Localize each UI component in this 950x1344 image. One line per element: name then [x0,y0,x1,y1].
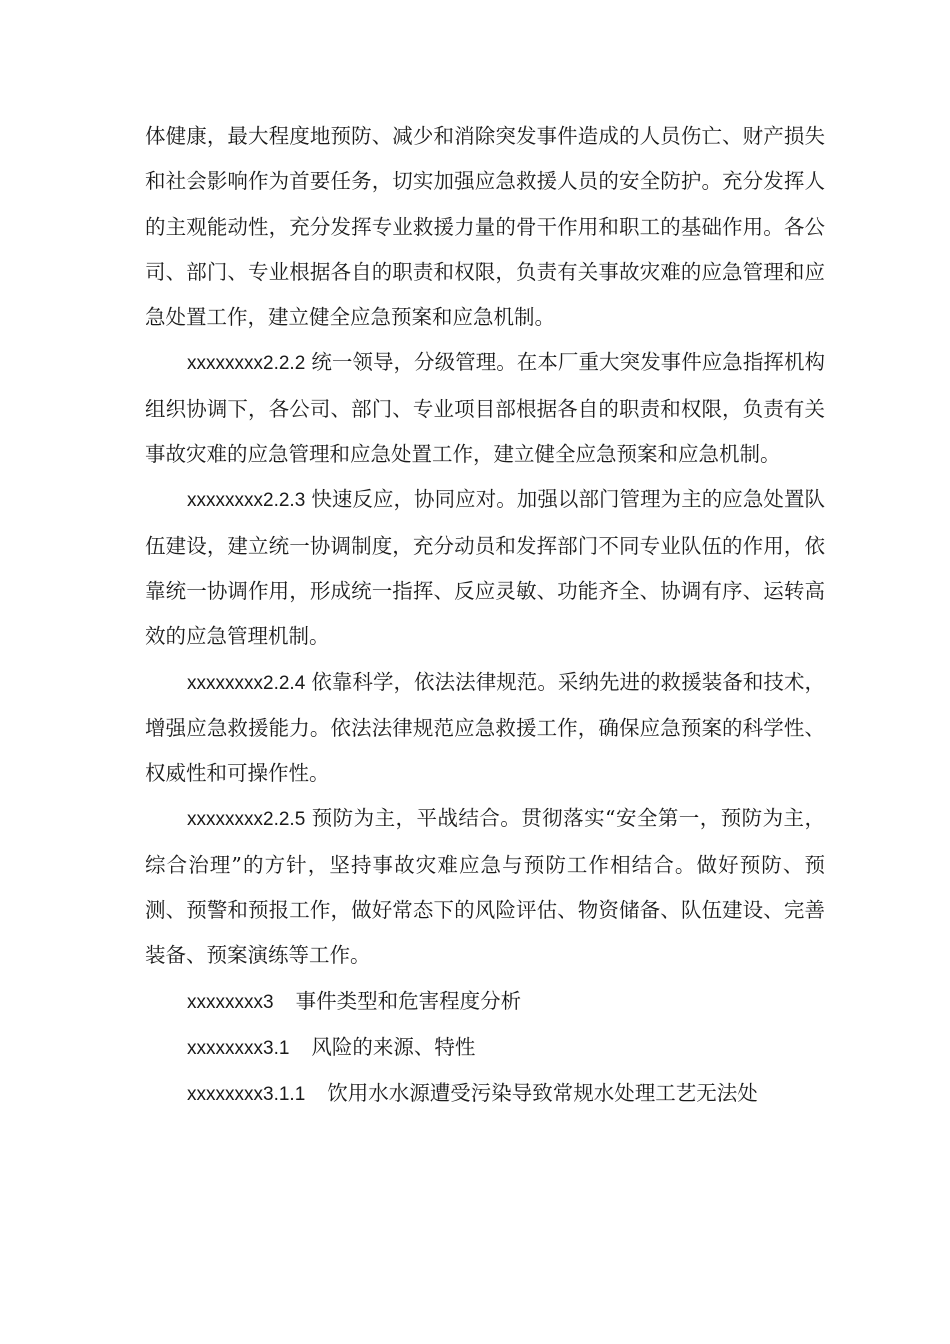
section-number: xxxxxxxx2.2.3 [187,490,306,512]
paragraph-2-2-5 [145,796,825,978]
section-number: xxxxxxxx3.1 [187,1037,290,1059]
paragraph-2-2-2 [145,340,825,477]
paragraph-text: 快速反应，协同应对。加强以部门管理为主的应急处置队伍建设，建立统一协调制度，充分动员和发挥部门不同专业队伍的作用，依靠统一协调作用，形成统一指挥、反应灵敏、功能齐全、协调有序、运转高效的应急管理机制。 [145,487,825,649]
section-number: xxxxxxxx2.2.4 [187,672,306,694]
section-number: xxxxxxxx2.2.5 [187,809,306,831]
paragraph-text: 统一领导，分级管理。在本厂重大突发事件应急指挥机构组织协调下，各公司、部门、专业项目部根据各自的职责和权限，负责有关事故灾难的应急管理和应急处置工作，建立健全应急预案和应急机制。 [145,350,825,467]
heading-text: 风险的来源、特性 [311,1034,476,1059]
paragraph-2-2-3 [145,477,825,659]
paragraph-text: 依靠科学，依法法律规范。采纳先进的救援装备和技术，增强应急救援能力。依法法律规范应急救援工作，确保应急预案的科学性、权威性和可操作性。 [145,669,825,786]
paragraph-text: 预防为主，平战结合。贯彻落实“安全第一，预防为主，综合治理”的方针，坚持事故灾难应急与预防工作相结合。做好预防、预测、预警和预报工作，做好常态下的风险评估、物资储备、队伍建设、完善装备、预案演练等工作。 [145,806,825,968]
heading-3 [145,979,825,1025]
section-number: xxxxxxxx3 [187,991,274,1013]
paragraph-2-2-4 [145,660,825,797]
heading-text: 事件类型和危害程度分析 [295,988,522,1013]
section-number: xxxxxxxx3.1.1 [187,1084,306,1106]
paragraph-continuation [145,114,825,340]
document-page [145,114,825,1118]
heading-3-1 [145,1025,825,1071]
section-number: xxxxxxxx2.2.2 [187,353,306,375]
heading-text: 饮用水水源遭受污染导致常规水处理工艺无法处 [327,1081,758,1106]
paragraph-text: 体健康，最大程度地预防、减少和消除突发事件造成的人员伤亡、财产损失和社会影响作为首要任务，切实加强应急救援人员的安全防护。充分发挥人的主观能动性，充分发挥专业救援力量的骨干作用和职工的基础作用。各公司、部门、专业根据各自的职责和权限，负责有关事故灾难的应急管理和应急处置工作，建立健全应急预案和应急机制。 [145,124,825,330]
heading-3-1-1 [145,1071,825,1117]
